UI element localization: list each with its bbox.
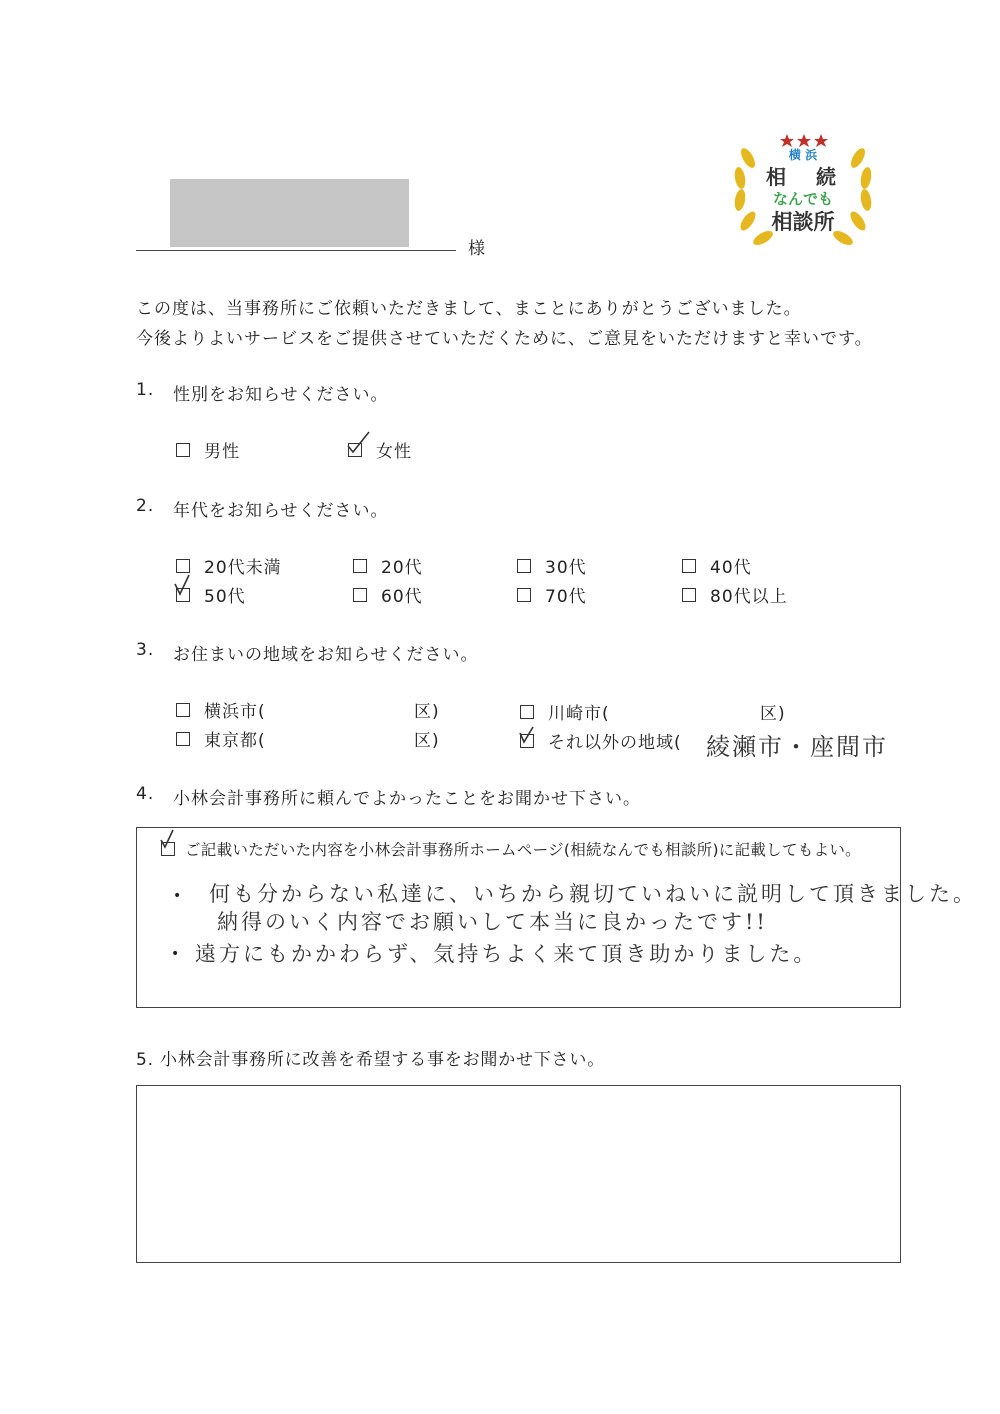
checkmark-icon — [347, 434, 371, 458]
name-underline — [136, 250, 456, 251]
q1-option-male[interactable] — [176, 437, 240, 462]
option-label: 男性 — [204, 442, 240, 462]
checkbox[interactable] — [517, 559, 531, 573]
option-label: 女性 — [376, 442, 412, 462]
option-label: 川崎市( — [548, 704, 610, 724]
checkmark-icon — [519, 725, 543, 749]
logo-nandemo: なんでも — [772, 190, 833, 208]
ward-suffix: 区) — [414, 731, 440, 751]
ward-suffix: 区) — [760, 704, 786, 724]
checkbox[interactable] — [353, 588, 367, 602]
intro-line-2: 今後よりよいサービスをご提供させていただくために、ご意見をいただけますと幸いです。 — [136, 329, 873, 349]
option-label: 30代 — [545, 558, 587, 578]
redacted-name — [170, 179, 409, 247]
checkbox-checked[interactable] — [520, 734, 534, 748]
checkbox[interactable] — [682, 588, 696, 602]
checkbox-checked[interactable] — [161, 842, 175, 856]
q2-option-20s[interactable] — [353, 553, 423, 578]
q3-question: お住まいの地域をお知らせください。 — [173, 645, 479, 665]
answer-line-2: 納得のいく内容でお願いして本当に良かったです!! — [217, 910, 768, 934]
logo-soudanjo: 相談所 — [771, 210, 835, 234]
q2-option-70s[interactable] — [517, 582, 587, 607]
intro-line-1: この度は、当事務所にご依頼いただきまして、まことにありがとうございました。 — [136, 299, 802, 319]
q4-number: 4. — [136, 784, 155, 804]
checkbox[interactable] — [520, 705, 534, 719]
q5-answer-box[interactable] — [136, 1085, 901, 1263]
consent-label: ご記載いただいた内容を小林会計事務所ホームページ(相続なんでも相談所)に記載してもよい。 — [185, 841, 861, 859]
checkbox[interactable] — [176, 703, 190, 717]
checkbox[interactable] — [682, 559, 696, 573]
q2-option-50s[interactable] — [176, 582, 246, 607]
q3-option-tokyo[interactable] — [176, 726, 266, 751]
option-label: 20代 — [381, 558, 423, 578]
q3-number: 3. — [136, 640, 155, 660]
q3-option-kawasaki[interactable] — [520, 699, 610, 724]
checkbox[interactable] — [176, 732, 190, 746]
q4-question: 小林会計事務所に頼んでよかったことをお聞かせ下さい。 — [173, 789, 641, 809]
q3-option-other[interactable] — [520, 728, 682, 753]
logo-yokohama: 横 浜 — [788, 148, 818, 162]
checkbox[interactable] — [176, 443, 190, 457]
q2-option-30s[interactable] — [517, 553, 587, 578]
q5-question: 5. 小林会計事務所に改善を希望する事をお聞かせ下さい。 — [136, 1050, 606, 1070]
q2-option-under20[interactable] — [176, 553, 282, 578]
checkbox[interactable] — [517, 588, 531, 602]
checkbox-checked[interactable] — [348, 443, 362, 457]
q1-option-female[interactable] — [348, 437, 412, 462]
consent-option[interactable] — [161, 838, 861, 860]
checkmark-icon — [160, 833, 184, 857]
option-label: 20代未満 — [204, 558, 282, 578]
q2-option-80plus[interactable] — [682, 582, 788, 607]
checkmark-icon — [175, 579, 199, 603]
option-label: 50代 — [204, 587, 246, 607]
option-label: 70代 — [545, 587, 587, 607]
q2-question: 年代をお知らせください。 — [173, 501, 389, 521]
bullet-1: • — [173, 888, 182, 904]
salutation: 様 — [468, 239, 486, 259]
soudanjo-logo — [728, 128, 878, 258]
answer-line-1: 何も分からない私達に、いちから親切ていねいに説明して頂きました。 — [209, 882, 977, 906]
q2-option-40s[interactable] — [682, 553, 752, 578]
checkbox[interactable] — [353, 559, 367, 573]
option-label: 東京都( — [204, 731, 266, 751]
q2-number: 2. — [136, 496, 155, 516]
q3-option-yokohama[interactable] — [176, 697, 266, 722]
ward-suffix: 区) — [414, 702, 440, 722]
option-label: 40代 — [710, 558, 752, 578]
q1-number: 1. — [136, 380, 155, 400]
option-label: 横浜市( — [204, 702, 266, 722]
bullet-2: • — [171, 946, 180, 962]
logo-sou: 相 — [766, 165, 786, 189]
logo-zoku: 続 — [816, 165, 836, 189]
handwritten-region: 綾瀬市・座間市 — [706, 733, 888, 761]
q2-option-60s[interactable] — [353, 582, 423, 607]
answer-line-3: 遠方にもかかわらず、気持ちよく来て頂き助かりました。 — [195, 942, 818, 966]
option-label: 60代 — [381, 587, 423, 607]
q4-answer-box[interactable] — [136, 827, 977, 1008]
q1-question: 性別をお知らせください。 — [173, 385, 389, 405]
checkbox[interactable] — [176, 559, 190, 573]
option-label: それ以外の地域( — [548, 733, 682, 753]
checkbox-checked[interactable] — [176, 588, 190, 602]
option-label: 80代以上 — [710, 587, 788, 607]
